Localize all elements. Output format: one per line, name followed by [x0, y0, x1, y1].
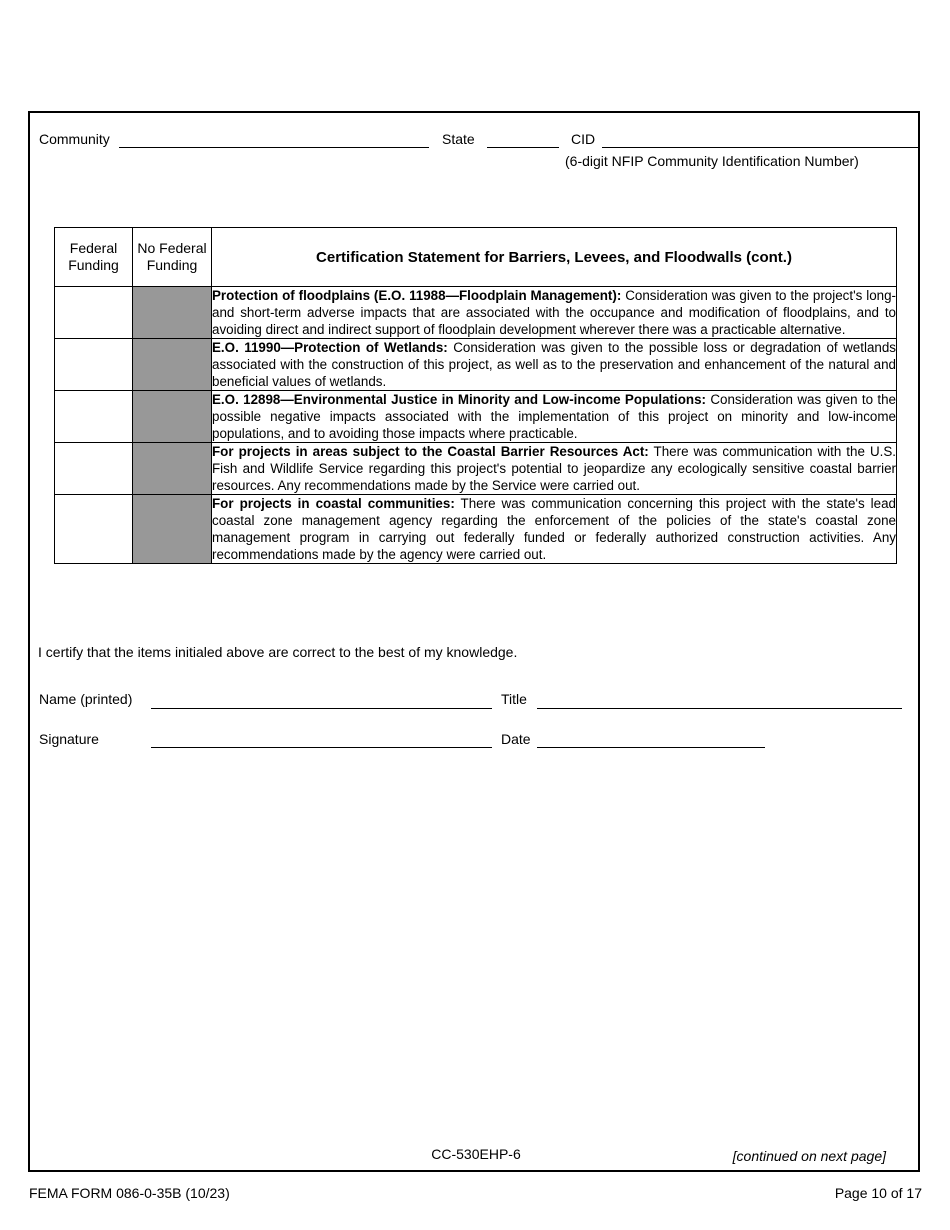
statement-cell — [212, 495, 897, 564]
statement-cell — [212, 339, 897, 391]
no-federal-funding-header: No Federal Funding — [133, 228, 212, 287]
statement-lead: Protection of floodplains (E.O. 11988—Floodplain Management): — [212, 288, 622, 303]
statement-cell — [212, 443, 897, 495]
statement-text: Consideration was given to the possible loss or degradation of wetlands associated with the construction of this project, as well as to the preservation and enhancement of the natural and beneficial values of wetlands. — [212, 340, 896, 389]
statement-cell — [212, 287, 897, 339]
federal-funding-header: Federal Funding — [55, 228, 133, 287]
signature-label: Signature — [39, 731, 99, 747]
federal-funding-initial-cell[interactable] — [55, 443, 133, 495]
community-label: Community — [39, 131, 110, 147]
table-row — [55, 391, 897, 443]
statement-lead: For projects in areas subject to the Coastal Barrier Resources Act: — [212, 444, 649, 459]
no-federal-funding-shaded-cell — [133, 391, 212, 443]
name-printed-input[interactable] — [151, 708, 492, 709]
date-label: Date — [501, 731, 531, 747]
name-printed-label: Name (printed) — [39, 691, 133, 707]
page-number: Page 10 of 17 — [834, 1185, 922, 1201]
certify-statement: I certify that the items initialed above are correct to the best of my knowledge. — [38, 644, 518, 660]
federal-funding-initial-cell[interactable] — [55, 495, 133, 564]
table-row — [55, 339, 897, 391]
title-label: Title — [501, 691, 527, 707]
cid-label: CID — [571, 131, 596, 147]
date-input[interactable] — [537, 747, 765, 748]
cid-note: (6-digit NFIP Community Identification Number) — [565, 153, 859, 169]
federal-funding-initial-cell[interactable] — [55, 391, 133, 443]
statement-lead: For projects in coastal communities: — [212, 496, 455, 511]
statement-text: There was communication with the U.S. Fish and Wildlife Service regarding this project's potential to jeopardize any ecologically sensitive coastal barrier resources. Any recommendations made by the Service were carried out. — [212, 444, 896, 493]
form-code: CC-530EHP-6 — [431, 1146, 521, 1162]
federal-funding-initial-cell[interactable] — [55, 339, 133, 391]
certification-table — [54, 227, 897, 564]
statement-text: Consideration was given to the possible negative impacts associated with the implementation of this project on minority and low-income populations, and to avoiding those impacts where practicable. — [212, 392, 897, 441]
statement-lead: E.O. 12898—Environmental Justice in Minority and Low-income Populations: — [212, 392, 707, 407]
certification-title: Certification Statement for Barriers, Levees, and Floodwalls (cont.) — [212, 228, 897, 287]
federal-funding-initial-cell[interactable] — [55, 287, 133, 339]
state-input[interactable] — [487, 147, 559, 148]
cid-input[interactable] — [602, 147, 918, 148]
state-label: State — [442, 131, 475, 147]
community-input[interactable] — [119, 147, 429, 148]
table-row — [55, 495, 897, 564]
no-federal-funding-shaded-cell — [133, 287, 212, 339]
statement-lead: E.O. 11990—Protection of Wetlands: — [212, 340, 448, 355]
signature-input[interactable] — [151, 747, 492, 748]
table-row — [55, 287, 897, 339]
table-header-row — [55, 228, 897, 287]
statement-cell — [212, 391, 897, 443]
form-id: FEMA FORM 086-0-35B (10/23) — [29, 1185, 230, 1201]
no-federal-funding-shaded-cell — [133, 495, 212, 564]
statement-text: There was communication concerning this project with the state's lead coastal zone management agency regarding the enforcement of the policies of the state's coastal zone management program in carrying out federally funded or federally authorized construction activities. Any recommendations made by the agency were carried out. — [212, 496, 896, 562]
title-input[interactable] — [537, 708, 902, 709]
no-federal-funding-shaded-cell — [133, 443, 212, 495]
table-row — [55, 443, 897, 495]
no-federal-funding-shaded-cell — [133, 339, 212, 391]
form-frame — [28, 111, 920, 1172]
continued-note: [continued on next page] — [732, 1148, 886, 1164]
statement-text: Consideration was given to the project's long- and short-term adverse impacts that are associated with the occupance and modification of floodplains, and to avoiding direct and indirect support of floodplain development wherever there was a practicable alternative. — [212, 288, 896, 337]
